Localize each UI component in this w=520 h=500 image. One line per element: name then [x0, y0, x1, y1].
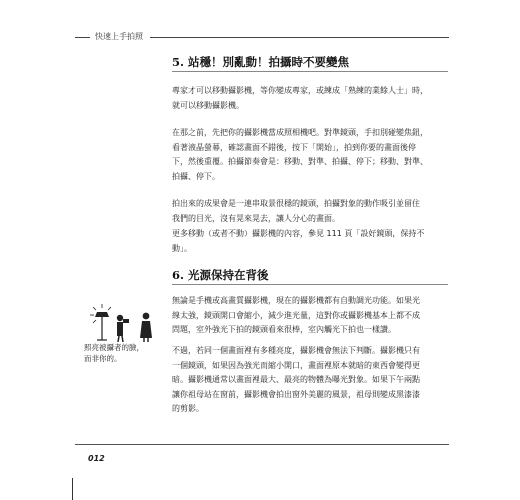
text-line: 在那之前，先把你的攝影機當成照相機吧。對準鏡頭，手扣別碰變焦鈕，	[172, 128, 428, 137]
caption-line: 而非你的。	[84, 354, 122, 363]
text-line: 專家才可以移動攝影機，等你變成專家，或練成「熟練的業餘人士」時，	[172, 86, 428, 95]
running-header: 快速上手拍照	[95, 32, 143, 41]
lamp-icon	[95, 312, 109, 317]
text-line: 看著液晶螢幕，確認畫面不錯後，按下「開始」，拍到你要的畫面後停	[172, 142, 416, 152]
caption-line: 照亮被攝者的臉，	[84, 343, 144, 352]
footer-rule	[75, 444, 449, 445]
subject-person-icon	[140, 313, 152, 342]
camera-operator-icon	[117, 315, 129, 342]
section-5-paragraph-1	[172, 84, 448, 113]
section-5-paragraph-4	[172, 227, 448, 256]
lighting-illustration	[88, 302, 160, 342]
header-rule-right	[150, 37, 449, 38]
header-rule-left	[75, 37, 90, 38]
section-6-title: 6. 光源保持在背後	[172, 268, 269, 282]
section-6-paragraph-1	[172, 294, 448, 338]
page-number: 012	[88, 454, 105, 463]
section-5-paragraph-3	[172, 197, 448, 226]
gutter-line	[72, 478, 73, 500]
text-line: 就可以移動攝影機。	[172, 100, 244, 110]
text-line: 的剪影。	[172, 404, 204, 413]
text-line: 一個鏡頭，如果因為強光而縮小開口，畫面裡原本就暗的東西會變得更	[172, 360, 420, 370]
text-line: 問題，室外強光下拍的鏡頭看來很棒，室內觸光下拍也一樣讚。	[172, 325, 396, 334]
text-line: 我們的目光，沒有晃來晃去，讓人分心的畫面。	[172, 213, 340, 223]
text-line: 拍出來的成果會是一連串取景很穩的鏡頭，拍攝對象的動作吸引並留住	[172, 199, 420, 208]
text-line: 更多移動（或者不動）攝影機的內容，參見 111 頁「設好鏡頭，保持不	[172, 229, 425, 238]
section-6-rule	[172, 284, 448, 285]
text-line: 暗。攝影機通常以畫面裡最大、最亮的物體為曝光對象。如果下午兩點	[172, 375, 420, 384]
text-line: 拍攝、停下。	[172, 171, 220, 181]
illustration-caption	[84, 342, 154, 364]
text-line: 線太強，鏡頭開口會縮小，減少進光量，這對你或攝影機基本上都不成	[172, 310, 420, 320]
section-5-title: 5. 站穩！別亂動！拍攝時不要變焦	[172, 55, 350, 69]
text-line: 無論是手機或高畫質攝影機，現在的攝影機都有自動調光功能。如果光	[172, 296, 420, 305]
text-line: 不過，若同一個畫面裡有多種亮度，攝影機會無法下判斷。攝影機只有	[172, 346, 420, 355]
text-line: 動」。	[172, 243, 192, 253]
section-6-paragraph-2	[172, 344, 448, 417]
section-5-paragraph-2	[172, 126, 448, 184]
section-5-rule	[172, 71, 448, 72]
text-line: 讓你祖母站在窗前，攝影機會拍出窗外美麗的風景，祖母則變成黑漆漆	[172, 389, 420, 399]
text-line: 下，然後重覆。拍攝節奏會是：移動、對準、拍攝、停下；移動、對準、	[172, 157, 428, 166]
